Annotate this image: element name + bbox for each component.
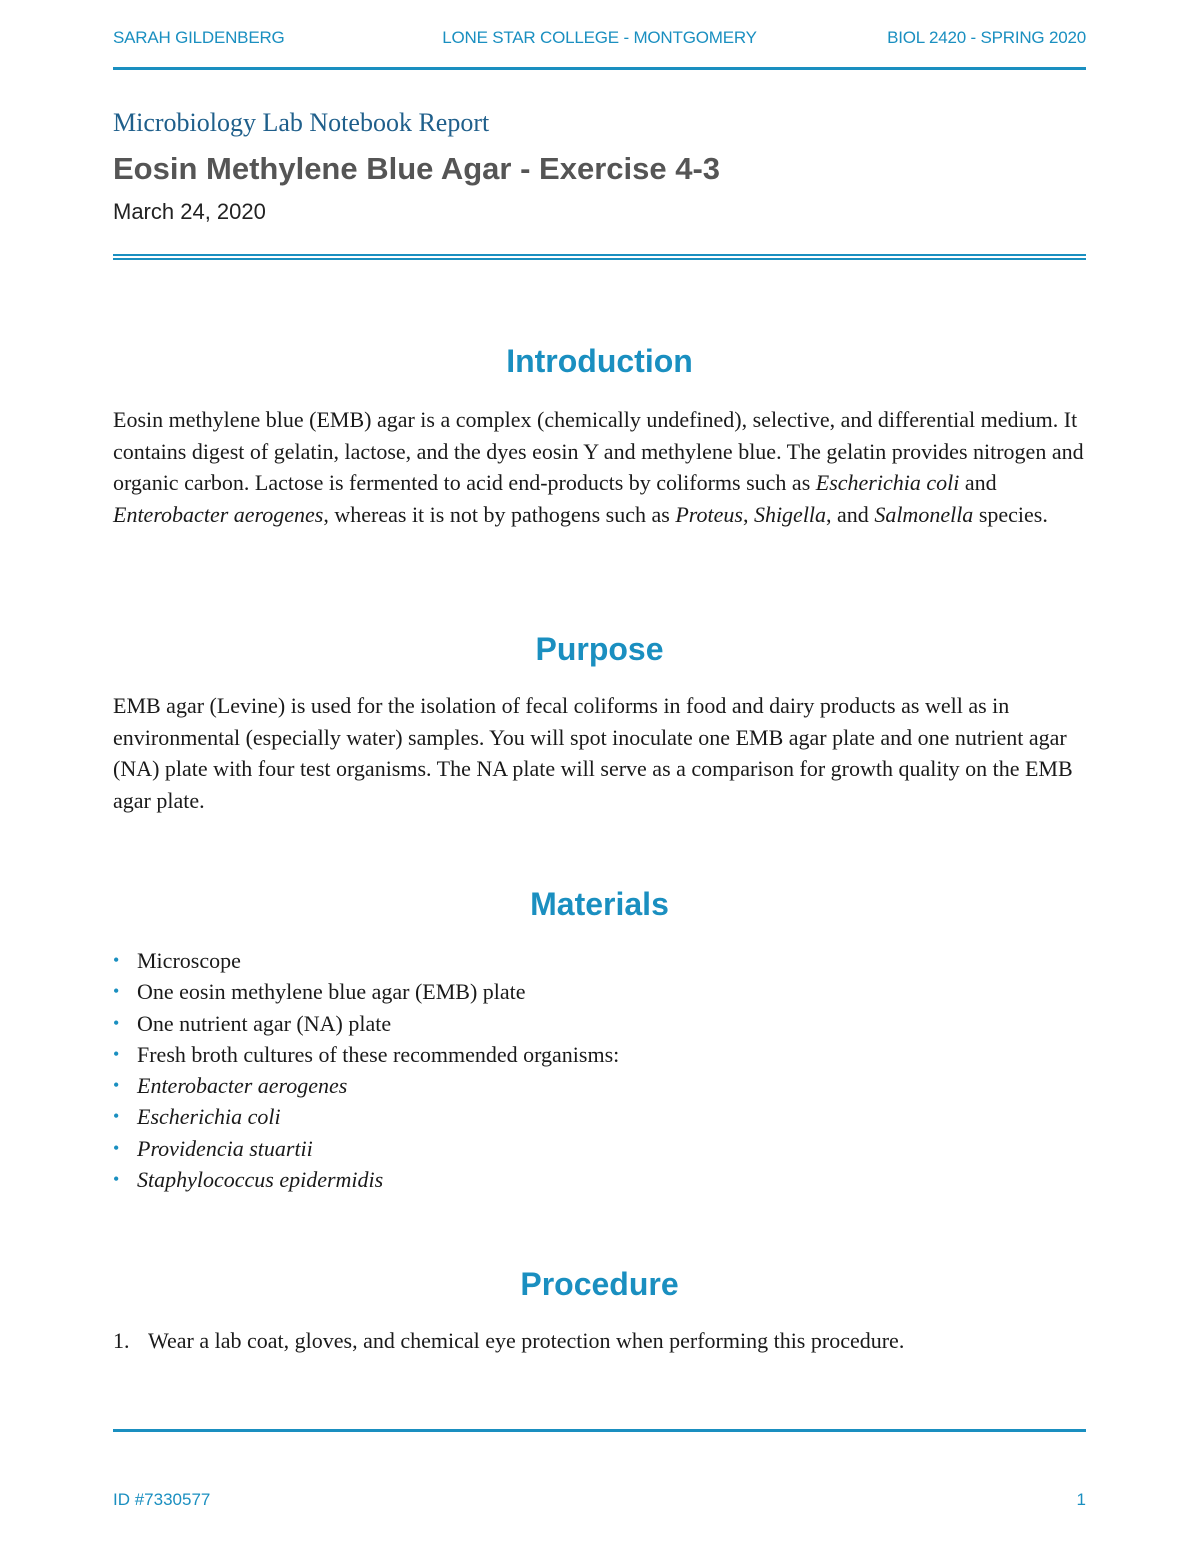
intro-genus-proteus: Proteus — [675, 501, 743, 527]
organism-text: Staphylococcus epidermidis — [137, 1167, 384, 1193]
header-author: SARAH GILDENBERG — [113, 28, 285, 47]
list-item — [113, 1070, 1088, 1101]
materials-list — [113, 945, 1088, 1195]
step-text: Wear a lab coat, gloves, and chemical eye protection when performing this procedure. — [148, 1328, 905, 1353]
material-text: Microscope — [137, 948, 241, 973]
intro-species-ecoli: Escherichia coli — [815, 470, 960, 495]
intro-text: species. — [973, 501, 1048, 527]
introduction-heading: Introduction — [506, 343, 693, 379]
bullet-icon: • — [113, 1043, 120, 1064]
intro-text: and — [959, 470, 997, 495]
intro-genus-salmonella: Salmonella — [874, 501, 974, 527]
title-double-rule — [113, 254, 1086, 260]
intro-text: Eosin methylene blue (EMB) agar is a complex (chemically undefined), selective, and differential medium. It contains digest of gelatin, lactose, and the dyes eosin Y and methylene blue. The gelatin provides nitrogen and organic carbon. Lactose is fermented to acid end-products by coliforms such as — [113, 407, 1084, 495]
procedure-heading: Procedure — [520, 1266, 679, 1302]
intro-genus-shigella: Shigella — [753, 501, 827, 527]
intro-text: , whereas it is not by pathogens such as — [323, 501, 676, 527]
intro-text: , and — [826, 501, 875, 527]
intro-species-enterobacter: Enterobacter aerogenes — [113, 501, 324, 527]
footer-rule — [113, 1429, 1086, 1432]
header-institution: LONE STAR COLLEGE - MONTGOMERY — [442, 28, 757, 47]
bullet-icon: • — [113, 1137, 120, 1158]
material-text: One nutrient agar (NA) plate — [137, 1010, 392, 1036]
document-title: Eosin Methylene Blue Agar - Exercise 4-3 — [113, 151, 721, 186]
introduction-paragraph — [113, 404, 1088, 530]
document-date: March 24, 2020 — [113, 199, 266, 224]
list-item — [113, 1325, 1088, 1356]
organism-text: Escherichia coli — [137, 1104, 281, 1130]
running-header — [113, 28, 1086, 50]
list-item — [113, 976, 1088, 1007]
document-subtitle: Microbiology Lab Notebook Report — [113, 108, 490, 137]
footer-id: ID #7330577 — [113, 1490, 211, 1509]
bullet-icon: • — [113, 1075, 120, 1096]
bullet-icon: • — [113, 981, 120, 1002]
intro-text: , — [742, 501, 754, 527]
list-item — [113, 1039, 1088, 1070]
material-text: Fresh broth cultures of these recommended organisms: — [137, 1041, 620, 1067]
bullet-icon: • — [113, 1106, 120, 1127]
organism-text: Enterobacter aerogenes — [137, 1073, 348, 1099]
step-number: 1. — [113, 1328, 130, 1353]
organism-text: Providencia stuartii — [137, 1135, 313, 1161]
header-course: BIOL 2420 - SPRING 2020 — [887, 28, 1086, 47]
list-item — [113, 945, 1088, 976]
list-item — [113, 1133, 1088, 1164]
material-text: One eosin methylene blue agar (EMB) plate — [137, 979, 526, 1005]
bullet-icon: • — [113, 950, 120, 970]
header-rule — [113, 67, 1086, 70]
bullet-icon: • — [113, 1012, 120, 1033]
purpose-heading: Purpose — [535, 631, 664, 667]
list-item — [113, 1164, 1088, 1195]
procedure-list — [113, 1325, 1088, 1356]
page-number: 1 — [1076, 1490, 1086, 1509]
list-item — [113, 1008, 1088, 1039]
list-item — [113, 1101, 1088, 1132]
purpose-paragraph: EMB agar (Levine) is used for the isolation of fecal coliforms in food and dairy products as well as in environmental (especially water) samples. You will spot inoculate one EMB agar plate and one nutrient agar (NA) plate with four test organisms. The NA plate will serve as a comparison for growth quality on the EMB agar plate. — [113, 693, 1073, 813]
bullet-icon: • — [113, 1169, 120, 1190]
materials-heading: Materials — [530, 886, 669, 922]
